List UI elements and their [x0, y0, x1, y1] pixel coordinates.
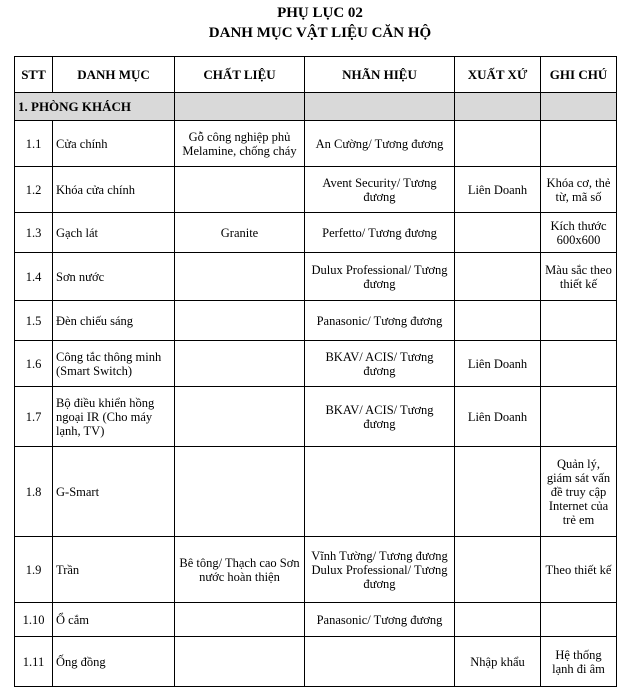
table-row: [15, 447, 617, 537]
cell-origin: Liên Doanh: [455, 341, 541, 387]
cell-note: Kích thước 600x600: [541, 213, 617, 253]
table-row: [15, 341, 617, 387]
cell-brand: [305, 447, 455, 537]
cell-origin: [455, 121, 541, 167]
cell-brand: BKAV/ ACIS/ Tương đương: [305, 387, 455, 447]
cell-brand: Vĩnh Tường/ Tương đương Dulux Professional/ Tương đương: [305, 537, 455, 603]
cell-item: Ổ cắm: [53, 603, 175, 637]
cell-item: Sơn nước: [53, 253, 175, 301]
header-note: GHI CHÚ: [541, 57, 617, 93]
cell-brand: Dulux Professional/ Tương đương: [305, 253, 455, 301]
cell-brand: [305, 637, 455, 687]
cell-origin: Nhập khẩu: [455, 637, 541, 687]
cell-material: Bê tông/ Thạch cao Sơn nước hoàn thiện: [175, 537, 305, 603]
cell-note: Hệ thống lạnh đi âm: [541, 637, 617, 687]
header-brand: NHÃN HIỆU: [305, 57, 455, 93]
cell-material: [175, 603, 305, 637]
section-title: 1. PHÒNG KHÁCH: [15, 93, 175, 121]
cell-item: Bộ điều khiển hồng ngoại IR (Cho máy lạnh, TV): [53, 387, 175, 447]
cell-brand: Panasonic/ Tương đương: [305, 603, 455, 637]
header-item: DANH MỤC: [53, 57, 175, 93]
cell-material: [175, 301, 305, 341]
cell-origin: [455, 447, 541, 537]
cell-note: Quản lý, giám sát vấn đề truy cập Internet của trẻ em: [541, 447, 617, 537]
cell-origin: [455, 301, 541, 341]
materials-table: [14, 56, 617, 687]
table-row: [15, 603, 617, 637]
cell-brand: BKAV/ ACIS/ Tương đương: [305, 341, 455, 387]
cell-stt: 1.8: [15, 447, 53, 537]
cell-item: Cửa chính: [53, 121, 175, 167]
cell-item: Trần: [53, 537, 175, 603]
table-row: [15, 253, 617, 301]
cell-note: Theo thiết kế: [541, 537, 617, 603]
table-row: [15, 387, 617, 447]
cell-stt: 1.4: [15, 253, 53, 301]
cell-material: [175, 387, 305, 447]
cell-note: [541, 121, 617, 167]
table-row: [15, 121, 617, 167]
cell-note: Khóa cơ, thẻ từ, mã số: [541, 167, 617, 213]
cell-material: [175, 167, 305, 213]
cell-note: [541, 341, 617, 387]
section-row: [15, 93, 617, 121]
appendix-title: PHỤ LỤC 02: [277, 5, 363, 21]
cell-note: [541, 301, 617, 341]
cell-origin: Liên Doanh: [455, 167, 541, 213]
cell-item: Đèn chiếu sáng: [53, 301, 175, 341]
cell-material: Gỗ công nghiệp phủ Melamine, chống cháy: [175, 121, 305, 167]
cell-material: [175, 447, 305, 537]
cell-material: [175, 341, 305, 387]
cell-origin: [455, 603, 541, 637]
header-origin: XUẤT XỨ: [455, 57, 541, 93]
cell-item: Công tắc thông minh (Smart Switch): [53, 341, 175, 387]
document-title: DANH MỤC VẬT LIỆU CĂN HỘ: [208, 25, 432, 41]
cell-stt: 1.7: [15, 387, 53, 447]
cell-origin: [455, 213, 541, 253]
cell-note: [541, 387, 617, 447]
header-material: CHẤT LIỆU: [175, 57, 305, 93]
table-row: [15, 637, 617, 687]
cell-stt: 1.9: [15, 537, 53, 603]
cell-item: Ống đồng: [53, 637, 175, 687]
cell-item: Khóa cửa chính: [53, 167, 175, 213]
cell-origin: [455, 253, 541, 301]
cell-brand: An Cường/ Tương đương: [305, 121, 455, 167]
table-row: [15, 167, 617, 213]
table-row: [15, 537, 617, 603]
cell-stt: 1.1: [15, 121, 53, 167]
section-cell: [305, 93, 455, 121]
section-cell: [455, 93, 541, 121]
cell-brand: Perfetto/ Tương đương: [305, 213, 455, 253]
cell-note: Màu sắc theo thiết kế: [541, 253, 617, 301]
table-row: [15, 213, 617, 253]
cell-stt: 1.3: [15, 213, 53, 253]
cell-brand: Panasonic/ Tương đương: [305, 301, 455, 341]
section-cell: [175, 93, 305, 121]
cell-stt: 1.10: [15, 603, 53, 637]
cell-note: [541, 603, 617, 637]
header-row: [15, 57, 617, 93]
table-row: [15, 301, 617, 341]
section-cell: [541, 93, 617, 121]
cell-stt: 1.5: [15, 301, 53, 341]
cell-item: Gạch lát: [53, 213, 175, 253]
header-stt: STT: [15, 57, 53, 93]
cell-stt: 1.6: [15, 341, 53, 387]
cell-origin: Liên Doanh: [455, 387, 541, 447]
cell-brand: Avent Security/ Tương đương: [305, 167, 455, 213]
cell-material: [175, 637, 305, 687]
cell-stt: 1.11: [15, 637, 53, 687]
cell-material: Granite: [175, 213, 305, 253]
cell-material: [175, 253, 305, 301]
cell-item: G-Smart: [53, 447, 175, 537]
cell-stt: 1.2: [15, 167, 53, 213]
cell-origin: [455, 537, 541, 603]
